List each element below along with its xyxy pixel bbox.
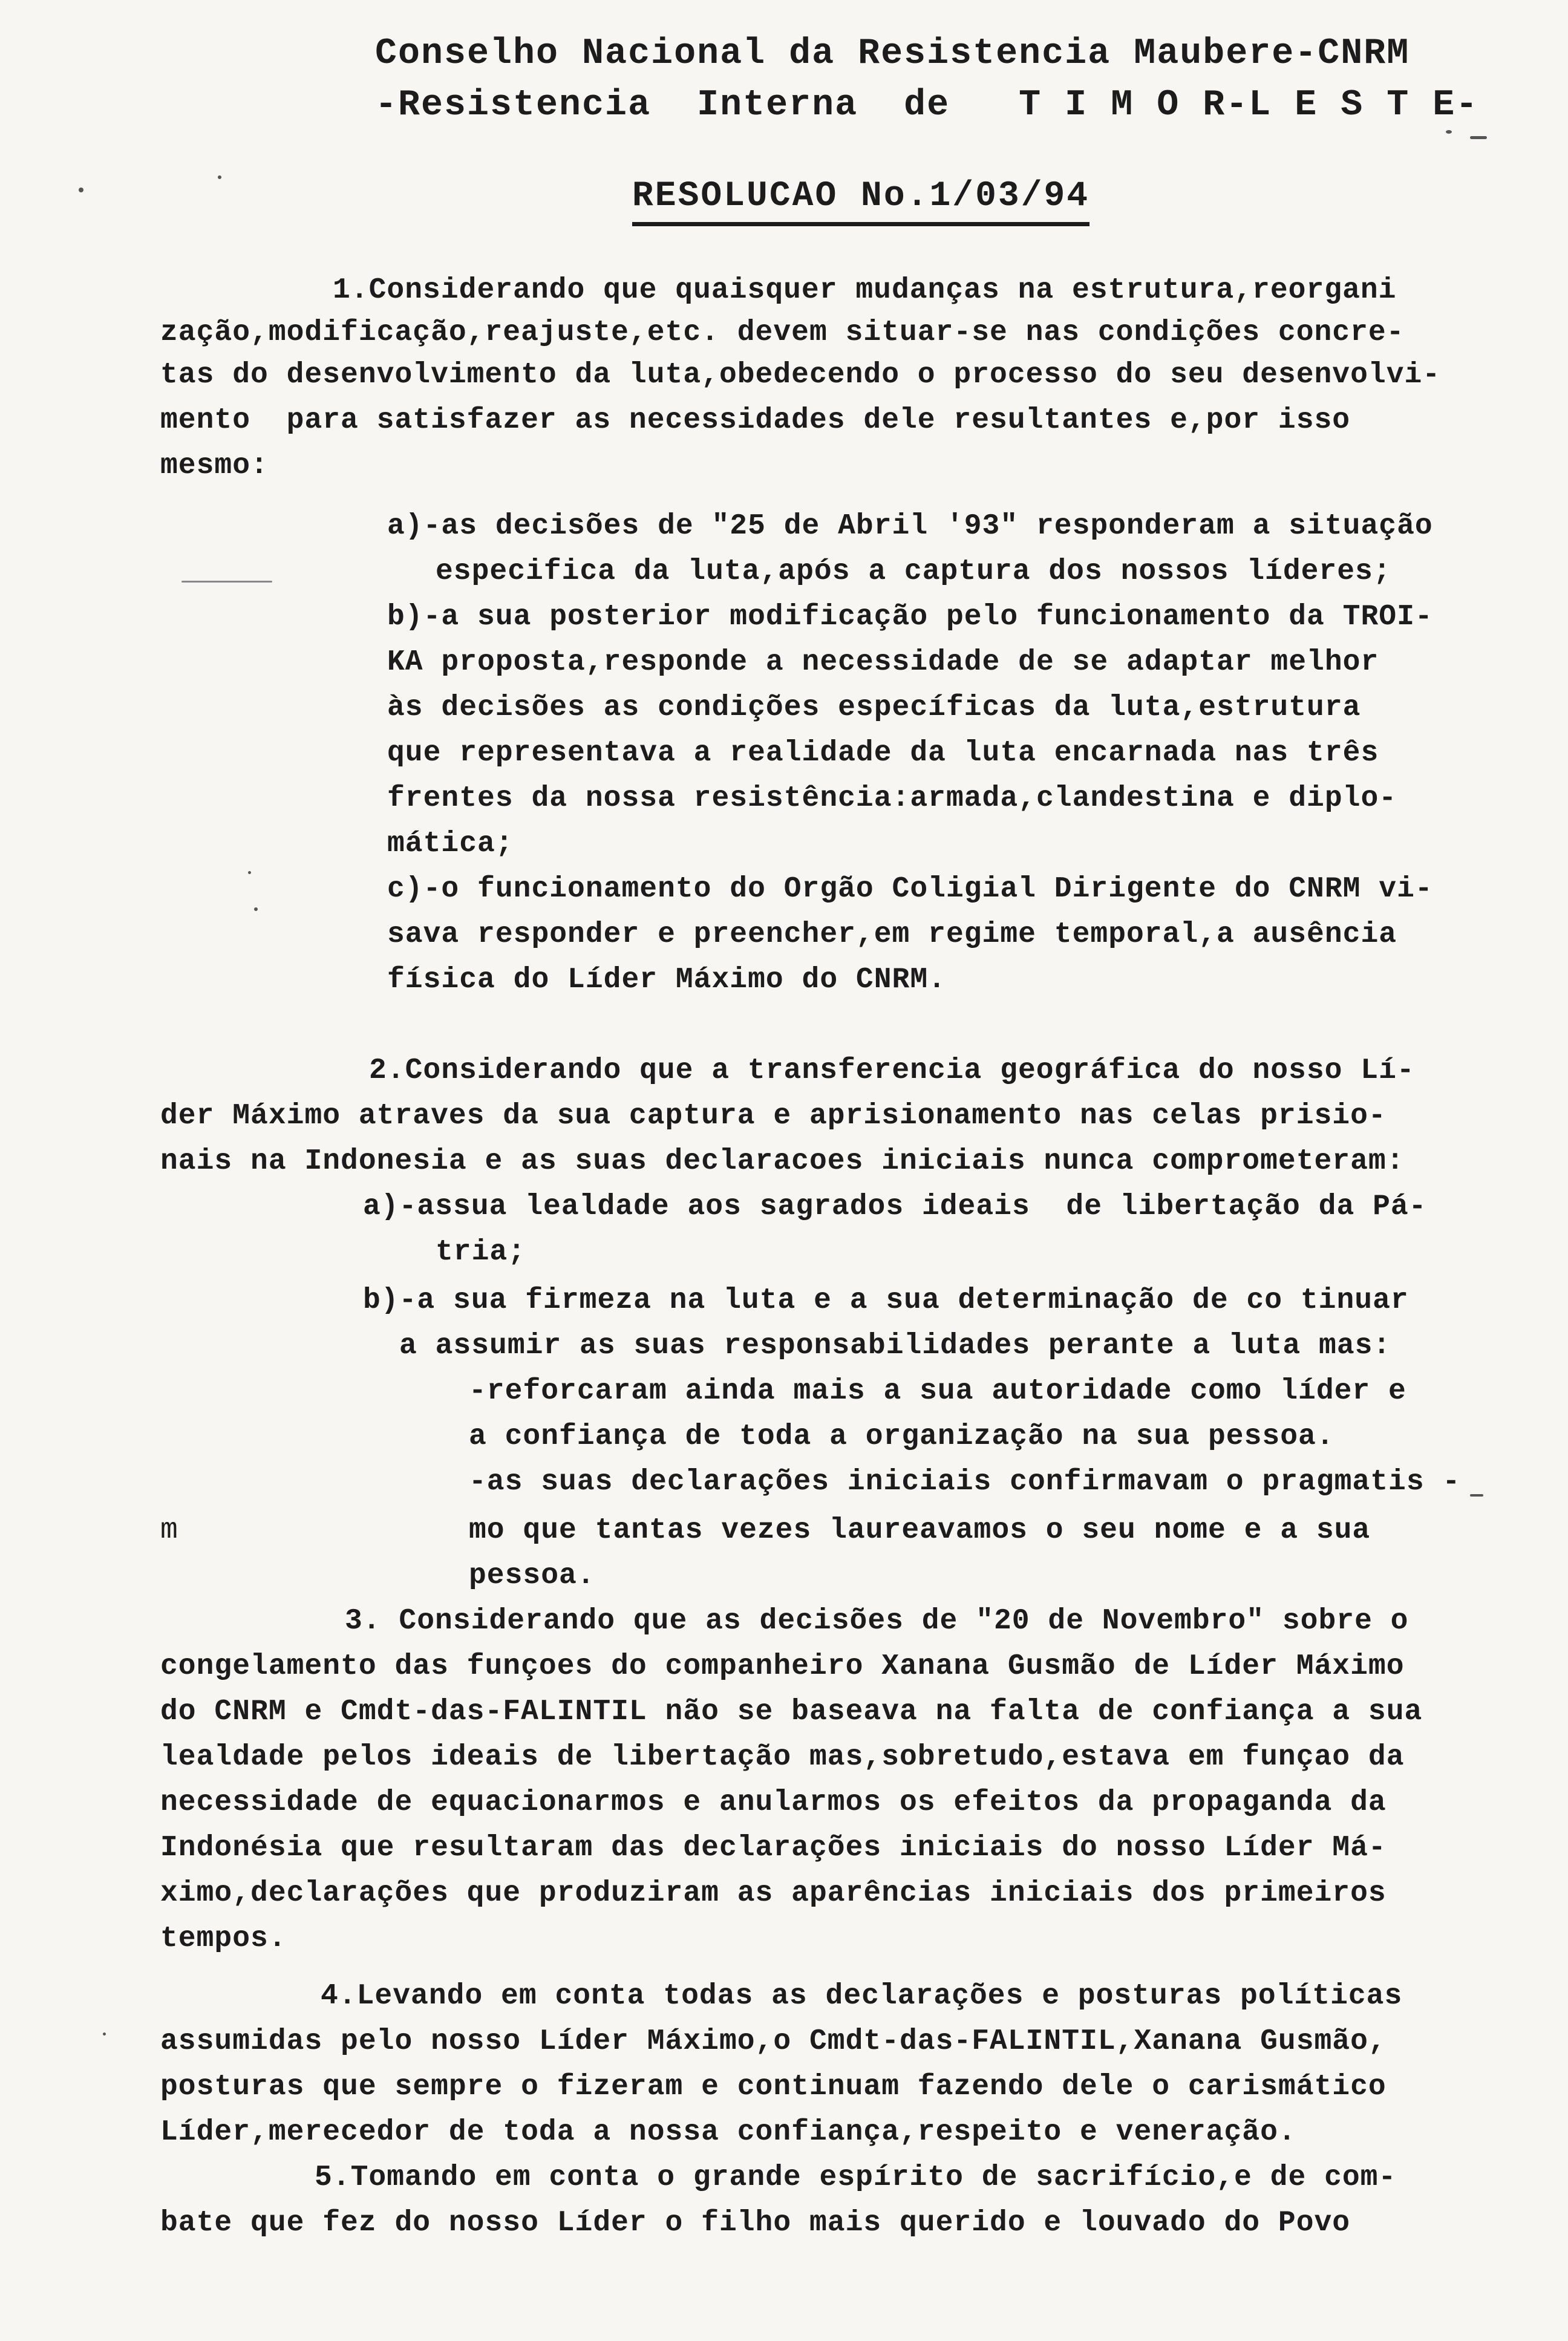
- item-1b-line: frentes da nossa resistência:armada,clandestina e diplo-: [387, 782, 1397, 815]
- paragraph-2-line: 2.Considerando que a transferencia geográfica do nosso Lí-: [369, 1054, 1415, 1087]
- scan-speck: [103, 2032, 106, 2036]
- item-1b-line: KA proposta,responde a necessidade de se adaptar melhor: [387, 646, 1379, 679]
- paragraph-4-line: 4.Levando em conta todas as declarações e posturas políticas: [321, 1980, 1403, 2013]
- item-1c-line: c)-o funcionamento do Orgão Coligial Dirigente do CNRM vi-: [387, 873, 1433, 906]
- paragraph-3-line: lealdade pelos ideais de libertação mas,sobretudo,estava em funçao da: [160, 1741, 1405, 1774]
- paragraph-1-line: 1.Considerando que quaisquer mudanças na estrutura,reorgani: [333, 274, 1397, 307]
- paragraph-5-line: bate que fez do nosso Líder o filho mais querido e louvado do Povo: [160, 2207, 1351, 2239]
- scan-speck: [1446, 130, 1452, 134]
- paragraph-3-line: 3. Considerando que as decisões de "20 de Novembro" sobre o: [345, 1605, 1409, 1637]
- paragraph-3-line: Indonésia que resultaram das declarações iniciais do nosso Líder Má-: [160, 1832, 1387, 1864]
- paragraph-3-line: congelamento das funçoes do companheiro Xanana Gusmão de Líder Máximo: [160, 1650, 1405, 1683]
- paragraph-1-line: mento para satisfazer as necessidades dele resultantes e,por isso: [160, 404, 1351, 437]
- item-2b-subitem-line: pessoa.: [469, 1559, 595, 1592]
- paragraph-3-line: do CNRM e Cmdt-das-FALINTIL não se baseava na falta de confiança a sua: [160, 1696, 1423, 1728]
- paragraph-2-line: der Máximo atraves da sua captura e aprisionamento nas celas prisio-: [160, 1100, 1387, 1132]
- scan-speck: [218, 175, 221, 179]
- scan-speck: [1470, 1494, 1483, 1497]
- paragraph-1-line: zação,modificação,reajuste,etc. devem situar-se nas condições concre-: [160, 316, 1405, 349]
- item-1b-line: às decisões as condições específicas da luta,estrutura: [387, 691, 1361, 724]
- item-1c-line: física do Líder Máximo do CNRM.: [387, 964, 946, 996]
- item-2b-subitem-line: -as suas declarações iniciais confirmavam o pragmatis -: [469, 1466, 1461, 1498]
- item-2b-line: b)-a sua firmeza na luta e a sua determinação de co tinuar: [363, 1284, 1409, 1317]
- item-2b-subitem-line: mo que tantas vezes laureavamos o seu nome e a sua: [469, 1514, 1371, 1547]
- paragraph-1-line: tas do desenvolvimento da luta,obedecendo o processo do seu desenvolvi-: [160, 359, 1441, 391]
- item-2b-subitem-line: a confiança de toda a organização na sua pessoa.: [469, 1420, 1334, 1453]
- header-line-1: Conselho Nacional da Resistencia Maubere-CNRM: [375, 33, 1410, 74]
- item-1a-line: especifica da luta,após a captura dos nossos líderes;: [436, 555, 1391, 588]
- item-2a-line: tria;: [436, 1236, 526, 1268]
- paragraph-2-line: nais na Indonesia e as suas declaracoes iniciais nunca comprometeram:: [160, 1145, 1405, 1178]
- item-1b-line: que representava a realidade da luta encarnada nas três: [387, 737, 1379, 769]
- scan-speck: [79, 188, 83, 192]
- item-1c-line: sava responder e preencher,em regime temporal,a ausência: [387, 918, 1397, 951]
- paragraph-4-line: posturas que sempre o fizeram e continuam fazendo dele o carismático: [160, 2071, 1387, 2103]
- paragraph-4-line: Líder,merecedor de toda a nossa confiança,respeito e veneração.: [160, 2116, 1296, 2149]
- scan-speck: [181, 581, 272, 583]
- item-1b-line: b)-a sua posterior modificação pelo funcionamento da TROI-: [387, 601, 1433, 633]
- paragraph-3-line: ximo,declarações que produziram as aparências iniciais dos primeiros: [160, 1877, 1387, 1910]
- header-line-2: -Resistencia Interna de T I M O R-L E S T E-: [375, 85, 1479, 126]
- paragraph-5-line: 5.Tomando em conta o grande espírito de sacrifício,e de com-: [315, 2161, 1397, 2194]
- item-2a-line: a)-assua lealdade aos sagrados ideais de libertação da Pá-: [363, 1190, 1427, 1223]
- scan-speck: [1470, 136, 1487, 139]
- resolution-title: RESOLUCAO No.1/03/94: [632, 177, 1089, 226]
- margin-mark: m: [160, 1514, 178, 1547]
- paragraph-1-line: mesmo:: [160, 449, 269, 482]
- scan-speck: [248, 871, 251, 874]
- scan-speck: [254, 907, 258, 911]
- paragraph-4-line: assumidas pelo nosso Líder Máximo,o Cmdt-das-FALINTIL,Xanana Gusmão,: [160, 2025, 1387, 2058]
- paragraph-3-line: tempos.: [160, 1922, 287, 1955]
- item-2b-subitem-line: -reforcaram ainda mais a sua autoridade como líder e: [469, 1375, 1406, 1408]
- item-1b-line: mática;: [387, 828, 514, 860]
- paragraph-3-line: necessidade de equacionarmos e anularmos os efeitos da propaganda da: [160, 1786, 1387, 1819]
- item-2b-line: a assumir as suas responsabilidades perante a luta mas:: [399, 1330, 1391, 1362]
- item-1a-line: a)-as decisões de "25 de Abril '93" responderam a situação: [387, 510, 1433, 543]
